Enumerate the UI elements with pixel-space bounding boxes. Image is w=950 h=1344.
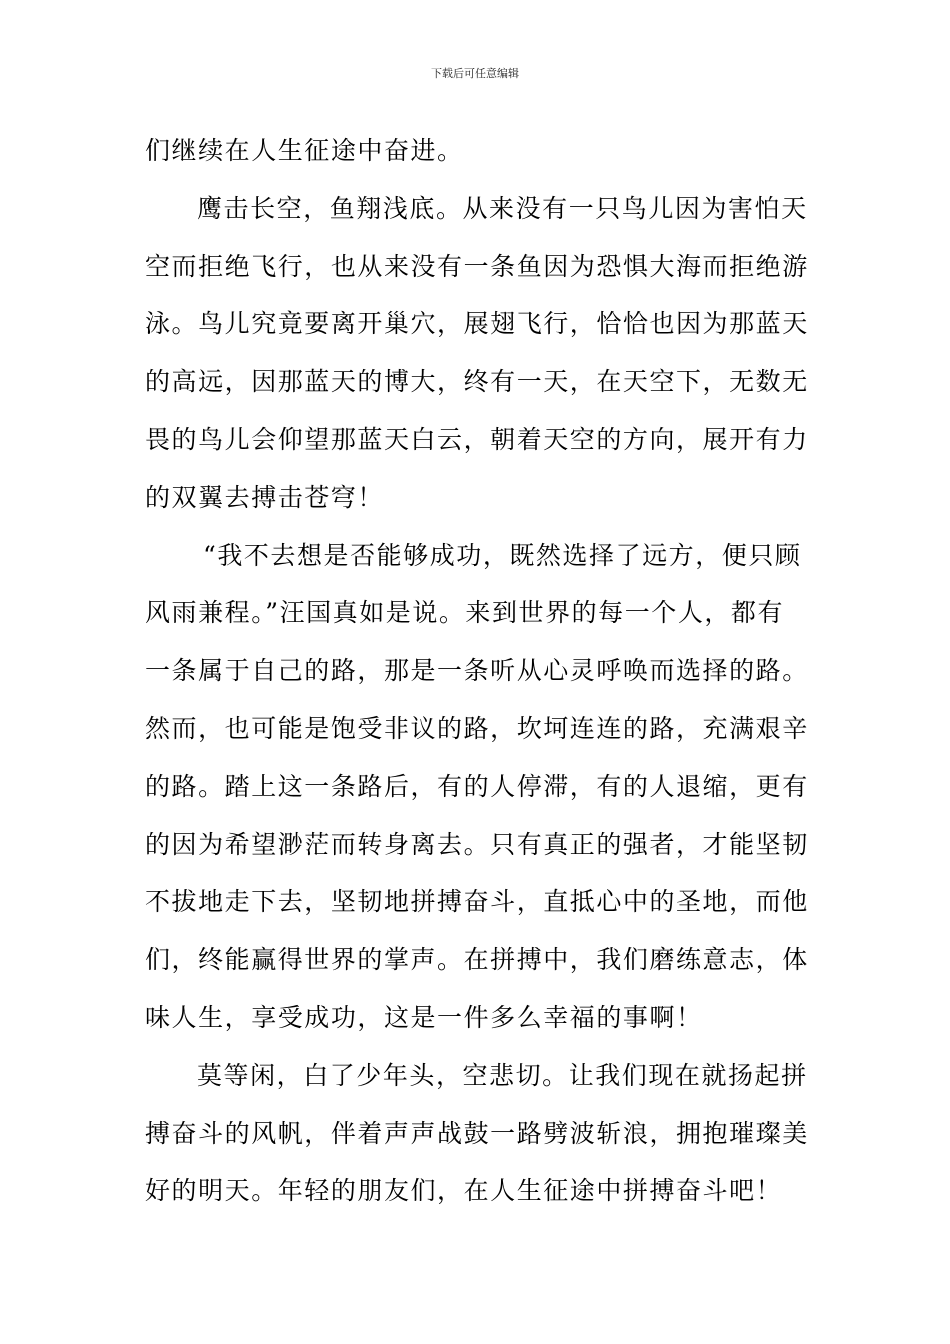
page-header: 下载后可任意编辑: [431, 67, 519, 80]
paragraph-start-line: “我不去想是否能够成功，既然选择了远方，便只顾: [203, 540, 802, 570]
text-line: 空而拒绝飞行，也从来没有一条鱼因为恐惧大海而拒绝游: [145, 251, 809, 281]
text-line: 的双翼去搏击苍穹！: [145, 482, 384, 512]
document-body: [145, 122, 810, 1220]
text-line: 味人生，享受成功，这是一件多么幸福的事啊！: [145, 1002, 703, 1032]
text-line: 们继续在人生征途中奋进。: [145, 136, 464, 165]
text-line: 好的明天。年轻的朋友们，在人生征途中拼搏奋斗吧！: [145, 1176, 783, 1206]
paragraph-start-line: 莫等闲，白了少年头，空悲切。让我们现在就扬起拼: [197, 1060, 808, 1090]
paragraph-start-line: 鹰击长空，鱼翔浅底。从来没有一只鸟儿因为害怕天: [197, 193, 808, 223]
text-line: 的因为希望渺茫而转身离去。只有真正的强者，才能坚韧: [145, 829, 809, 859]
text-line: 们，终能赢得世界的掌声。在拼搏中，我们磨练意志，体: [145, 945, 809, 975]
text-line: 的高远，因那蓝天的博大，终有一天，在天空下，无数无: [145, 367, 809, 397]
text-line: 畏的鸟儿会仰望那蓝天白云，朝着天空的方向，展开有力: [145, 424, 809, 454]
text-line: 一条属于自己的路，那是一条听从心灵呼唤而选择的路。: [145, 656, 809, 686]
text-line: 不拔地走下去，坚韧地拼搏奋斗，直抵心中的圣地，而他: [145, 887, 809, 917]
text-line: 的路。踏上这一条路后，有的人停滞，有的人退缩，更有: [145, 771, 809, 801]
text-line: 搏奋斗的风帆，伴着声声战鼓一路劈波斩浪，拥抱璀璨美: [145, 1118, 809, 1148]
text-line: 然而，也可能是饱受非议的路，坎坷连连的路，充满艰辛: [145, 713, 809, 743]
text-line: 泳。鸟儿究竟要离开巢穴，展翅飞行，恰恰也因为那蓝天: [145, 309, 809, 339]
text-line: 风雨兼程。”汪国真如是说。来到世界的每一个人，都有: [145, 598, 785, 628]
